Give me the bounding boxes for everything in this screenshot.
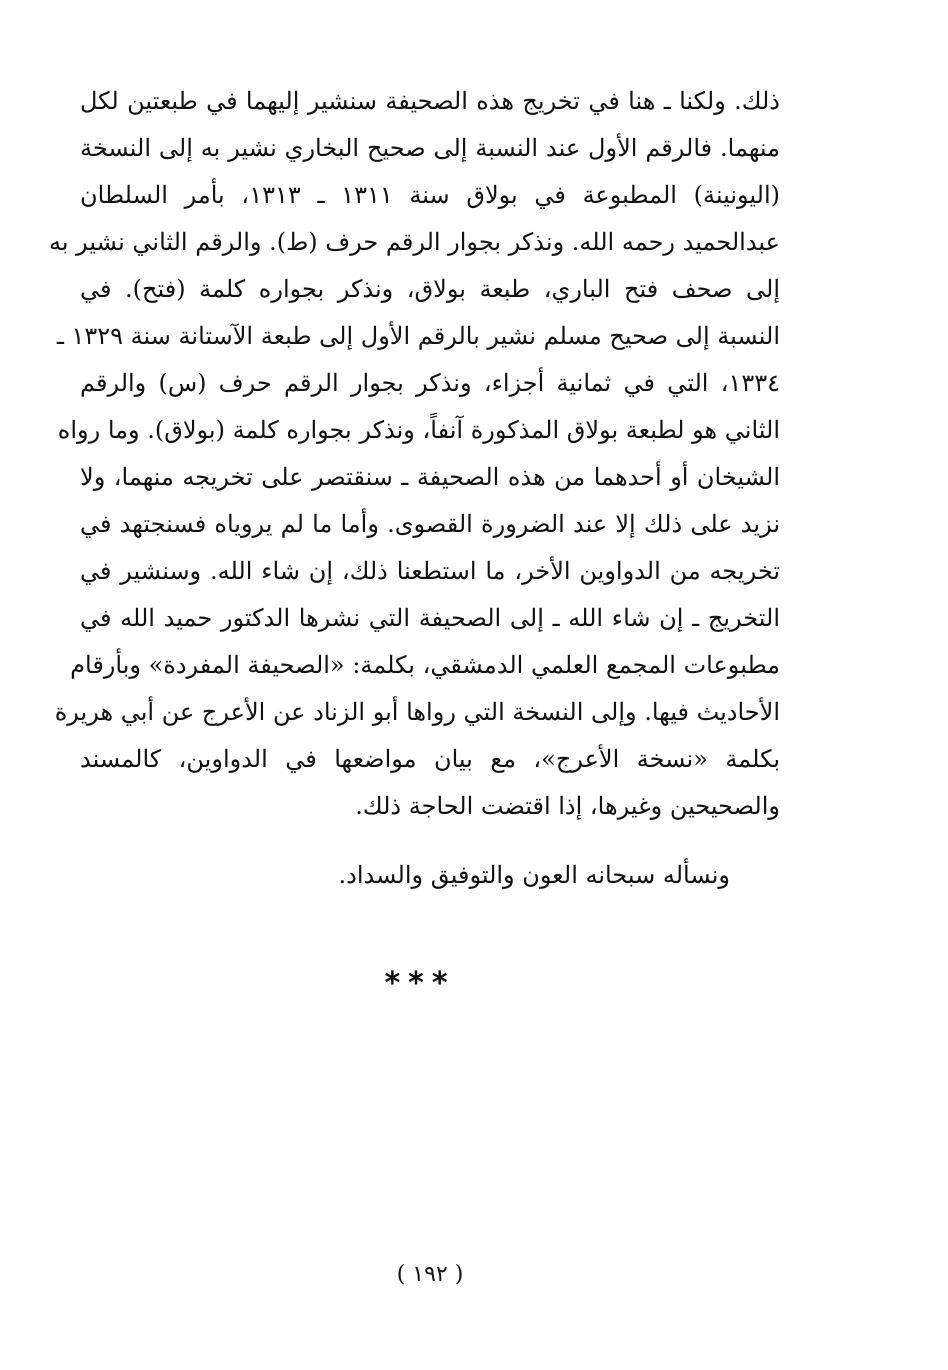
text-line: ذلك. ولكنا ـ هنا في تخريج هذه الصحيفة سنشير إليهما في طبعتين لكل xyxy=(80,87,780,115)
text-line: مطبوعات المجمع العلمي الدمشقي، بكلمة: «الصحيفة المفردة» وبأرقام xyxy=(70,651,780,679)
text-line: ١٣٣٤، التي في ثمانية أجزاء، ونذكر بجوار الرقم حرف (س) والرقم xyxy=(80,369,780,397)
text-line: الشيخان أو أحدهما من هذه الصحيفة ـ سنقتصر على تخريجه منهما، ولا xyxy=(80,463,780,491)
section-separator: *** xyxy=(384,966,456,1001)
text-line: التخريج ـ إن شاء الله ـ إلى الصحيفة التي نشرها الدكتور حميد الله في xyxy=(80,604,780,632)
main-paragraph xyxy=(49,78,781,830)
text-line: بكلمة «نسخة الأعرج»، مع بيان مواضعها في الدواوين، كالمسند xyxy=(80,745,780,773)
text-line: الأحاديث فيها. وإلى النسخة التي رواها أبو الزناد عن الأعرج عن أبي هريرة xyxy=(54,698,780,726)
text-line: الثاني هو لطبعة بولاق المذكورة آنفاً، ونذكر بجواره كلمة (بولاق). وما رواه xyxy=(57,416,780,444)
text-line: نزيد على ذلك إلا عند الضرورة القصوى. وأما ما لم يروياه فسنجتهد في xyxy=(80,510,780,538)
page-number: ( ١٩٢ ) xyxy=(396,1262,464,1287)
text-line: تخريجه من الدواوين الأخر، ما استطعنا ذلك، إن شاء الله. وسنشير في xyxy=(80,557,780,585)
text-line: منهما. فالرقم الأول عند النسبة إلى صحيح البخاري نشير به إلى النسخة xyxy=(80,134,780,162)
text-line: عبدالحميد رحمه الله. ونذكر بجوار الرقم حرف (ط). والرقم الثاني نشير به xyxy=(49,228,780,256)
text-line: (اليونينة) المطبوعة في بولاق سنة ١٣١١ ـ ١٣١٣، بأمر السلطان xyxy=(80,181,781,209)
closing-line: ونسأله سبحانه العون والتوفيق والسداد. xyxy=(338,861,730,889)
text-line: النسبة إلى صحيح مسلم نشير بالرقم الأول إلى طبعة الآستانة سنة ١٣٢٩ ـ xyxy=(56,322,780,350)
text-line: إلى صحف فتح الباري، طبعة بولاق، ونذكر بجواره كلمة (فتح). في xyxy=(80,275,780,303)
text-line: والصحيحين وغيرها، إذا اقتضت الحاجة ذلك. xyxy=(355,792,780,820)
